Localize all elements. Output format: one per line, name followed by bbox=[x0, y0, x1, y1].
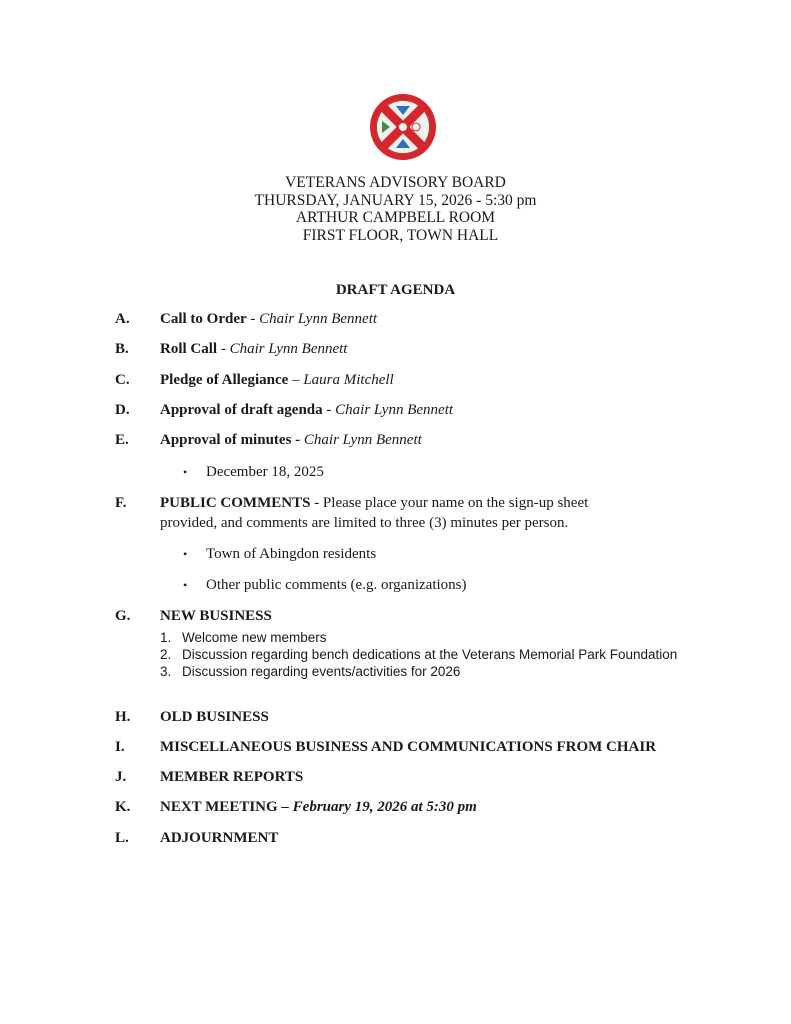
item-title: MEMBER REPORTS bbox=[160, 769, 304, 785]
item-description: - Please place your name on the sign-up sheet bbox=[310, 495, 589, 511]
item-title: PUBLIC COMMENTS bbox=[160, 495, 311, 511]
item-letter: A. bbox=[115, 311, 130, 327]
meeting-date: THURSDAY, JANUARY 15, 2026 - 5:30 pm bbox=[254, 191, 537, 209]
meeting-room: ARTHUR CAMPBELL ROOM bbox=[295, 209, 496, 226]
item-presenter: Chair Lynn Bennett bbox=[303, 432, 422, 448]
next-meeting-date: – February 19, 2026 at 5:30 pm bbox=[277, 799, 477, 815]
item-letter: I. bbox=[115, 739, 125, 755]
item-letter: G. bbox=[115, 608, 131, 624]
item-title: OLD BUSINESS bbox=[160, 709, 269, 725]
item-title: NEW BUSINESS bbox=[160, 608, 272, 624]
bullet-text: Other public comments (e.g. organizations) bbox=[206, 577, 467, 593]
item-title: Pledge of Allegiance bbox=[160, 372, 289, 388]
bullet-text: Town of Abingdon residents bbox=[206, 546, 377, 562]
item-presenter: Chair Lynn Bennett bbox=[259, 311, 378, 327]
item-description: provided, and comments are limited to three (3) minutes per person. bbox=[160, 515, 569, 531]
item-letter: F. bbox=[115, 495, 127, 511]
item-title: Approval of minutes - bbox=[160, 432, 301, 448]
bullet-text: December 18, 2025 bbox=[206, 464, 324, 480]
item-letter: K. bbox=[115, 799, 131, 815]
item-letter: L. bbox=[115, 830, 129, 846]
item-title: Roll Call bbox=[160, 341, 218, 357]
item-title: ADJOURNMENT bbox=[160, 830, 279, 846]
town-seal-icon bbox=[369, 93, 437, 161]
item-letter: C. bbox=[115, 372, 130, 388]
item-letter: H. bbox=[115, 709, 131, 725]
item-presenter: Chair Lynn Bennett bbox=[229, 341, 348, 357]
meeting-location: FIRST FLOOR, TOWN HALL bbox=[302, 226, 499, 244]
item-title: NEXT MEETING bbox=[160, 799, 278, 815]
list-item-text: Welcome new members bbox=[182, 630, 327, 645]
item-title: MISCELLANEOUS BUSINESS AND COMMUNICATIONS FROM CHAIR bbox=[160, 739, 657, 755]
agenda-title: DRAFT AGENDA bbox=[335, 282, 456, 298]
item-presenter: Laura Mitchell bbox=[303, 372, 394, 388]
item-letter: D. bbox=[115, 402, 130, 418]
item-letter: E. bbox=[115, 432, 129, 448]
list-item-text: Discussion regarding events/activities for 2026 bbox=[182, 664, 461, 679]
item-title: Call to Order bbox=[160, 311, 247, 327]
item-title: Approval of draft agenda bbox=[160, 402, 323, 418]
item-presenter: Chair Lynn Bennett bbox=[335, 402, 454, 418]
board-name: VETERANS ADVISORY BOARD bbox=[285, 174, 506, 191]
list-item-text: Discussion regarding bench dedications at the Veterans Memorial Park Foundation bbox=[182, 647, 678, 662]
item-letter: B. bbox=[115, 341, 129, 357]
item-letter: J. bbox=[115, 769, 127, 785]
meeting-header bbox=[0, 174, 791, 244]
